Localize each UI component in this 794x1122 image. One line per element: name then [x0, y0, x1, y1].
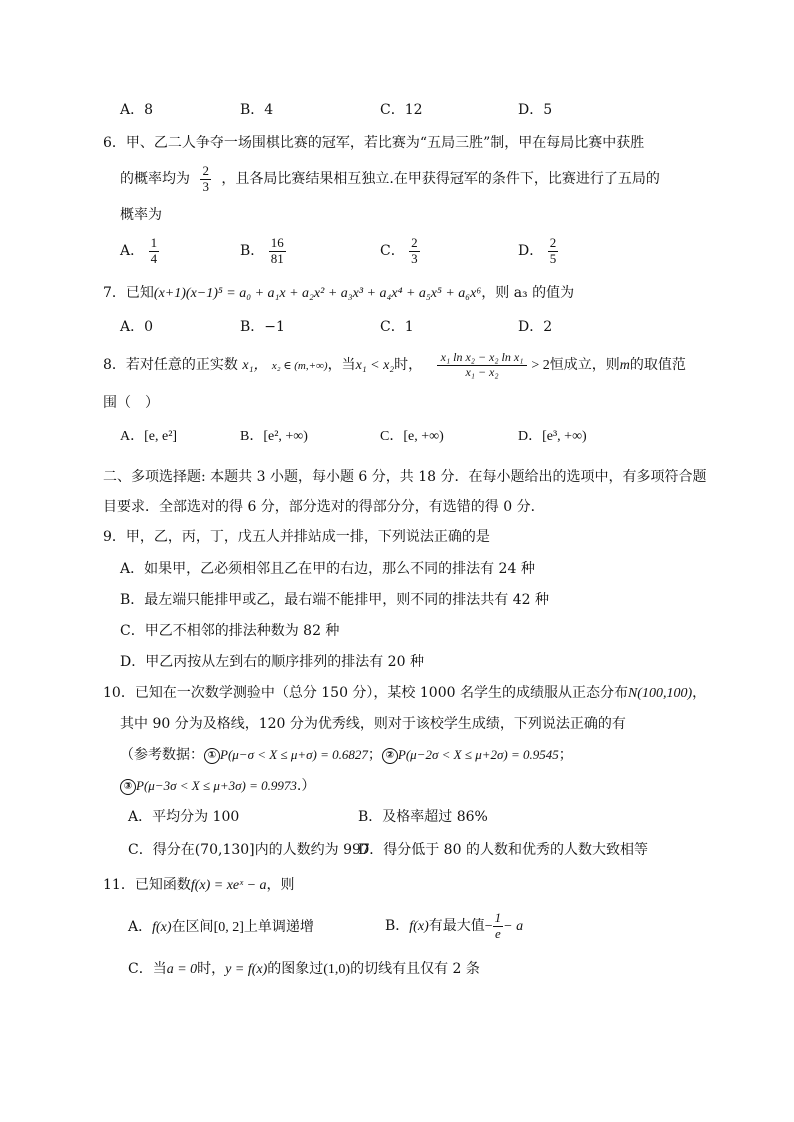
- fraction-numerator: x₁ ln x₂ − x₂ ln x₁: [437, 351, 528, 366]
- q7-formula: (x+1)(x−1)⁵ = a₀ + a₁x + a₂x² + a₃x³ + a₄x⁴ + a₅x⁵ + a₆x⁶: [153, 286, 482, 301]
- q6-option-a: [120, 234, 159, 268]
- fraction-numerator: 16: [270, 234, 284, 250]
- q8-condition: x₂ ∈ (m,+∞): [271, 360, 328, 372]
- q11-function: f(x): [152, 920, 172, 935]
- q7-stem: [103, 286, 574, 301]
- fraction-numerator: 1: [150, 234, 158, 250]
- q6-text: 的概率均为: [120, 171, 190, 187]
- q9-option-b: B．最左端只能排甲或乙，最右端不能排甲，则不同的排法共有 42 种: [120, 592, 550, 608]
- q10-option-c: C．得分在(70,130]内的人数约为 997: [128, 842, 370, 858]
- q9-stem: 9．甲，乙，丙，丁，戊五人并排站成一排，下列说法正确的是: [103, 529, 490, 545]
- q11-minus: −: [484, 919, 493, 934]
- option-fraction: [149, 236, 160, 267]
- q11-text: 的切线有且仅有 2 条: [350, 961, 480, 977]
- q11-condition: a = 0: [166, 962, 198, 977]
- q8-fraction: [437, 351, 528, 380]
- q6-stem-line2: [120, 160, 660, 198]
- q7-text: ，则 a₃ 的值为: [481, 285, 575, 301]
- q7-option-c: C．1: [380, 319, 414, 335]
- q6-stem-line1: 6．甲、乙二人争夺一场围棋比赛的冠军，若比赛为“五局三胜”制，甲在每局比赛中获胜: [103, 135, 645, 151]
- fraction-denominator: 3: [411, 250, 418, 266]
- q11-interval: [0, 2]: [213, 920, 244, 935]
- q9-option-d: D．甲乙丙按从左到右的顺序排列的排法有 20 种: [120, 654, 424, 670]
- q11-fraction: [493, 911, 504, 942]
- q8-condition: x₁ < x₂: [355, 358, 395, 373]
- fraction-numerator: 2: [411, 234, 418, 250]
- q8-text: 的取值范: [629, 357, 686, 373]
- q10-reference-line2: [120, 779, 315, 795]
- q5-option-b: B．4: [240, 102, 274, 118]
- q11-text: 上单调递增: [243, 919, 314, 935]
- q5-option-a: A．8: [120, 102, 154, 118]
- circled-number: ③: [120, 779, 136, 795]
- q10-distribution: N(100,100): [627, 686, 693, 701]
- q8-text: ，当: [327, 357, 356, 373]
- q7-option-a: A．0: [120, 319, 154, 335]
- q9-option-c: C．甲乙不相邻的排法种数为 82 种: [120, 623, 340, 639]
- q8-variable: m: [619, 358, 630, 373]
- q7-text: 7．已知: [103, 285, 154, 301]
- q6-prob-fraction: [200, 164, 211, 195]
- option-fraction: [409, 236, 420, 267]
- circled-number: ①: [204, 748, 220, 764]
- q8-variable: x₁，: [242, 358, 268, 373]
- option-label: A．: [120, 243, 145, 259]
- q11-option-b: [385, 906, 523, 947]
- q6-text: ，且各局比赛结果相互独立.在甲获得冠军的条件下，比赛进行了五局的: [221, 171, 660, 187]
- q8-option-b: B．[e², +∞): [240, 429, 308, 444]
- q5-option-d: D．5: [518, 102, 553, 118]
- q10-option-d: D．得分低于 80 的人数和优秀的人数大致相等: [358, 842, 648, 858]
- option-label: D．: [518, 243, 544, 259]
- q10-text: ；: [558, 747, 573, 763]
- q9-option-a: A．如果甲，乙必须相邻且乙在甲的右边，那么不同的排法有 24 种: [120, 561, 535, 577]
- option-fraction: [548, 236, 559, 267]
- q6-option-c: [380, 234, 420, 268]
- q8-stem-line1: [103, 345, 686, 386]
- fraction-numerator: 1: [494, 909, 502, 925]
- q10-reference-formula: P(μ−2σ < X ≤ μ+2σ) = 0.9545: [397, 747, 559, 762]
- q10-reference-line1: [120, 748, 573, 764]
- q10-text: （参考数据：: [120, 747, 204, 763]
- q10-reference-formula: P(μ−3σ < X ≤ μ+3σ) = 0.9973: [136, 778, 297, 793]
- q11-term: − a: [503, 919, 524, 934]
- q11-text: ，则: [266, 877, 295, 893]
- q8-text: 时，: [394, 357, 423, 373]
- q11-function: f(x) = xeˣ − a: [190, 878, 267, 893]
- q10-option-b: B．及格率超过 86%: [358, 809, 488, 825]
- q11-text: 11．已知函数: [103, 877, 191, 893]
- section-2-heading-line2: 目要求．全部选对的得 6 分，部分选对的得部分分，有选错的得 0 分．: [103, 499, 545, 515]
- option-label: A．: [128, 919, 153, 935]
- q10-reference-formula: P(μ−σ < X ≤ μ+σ) = 0.6827: [220, 747, 368, 762]
- fraction-denominator: 5: [549, 250, 557, 266]
- circled-number: ②: [382, 748, 398, 764]
- q11-option-c: [128, 962, 480, 977]
- q10-option-a: A．平均分为 100: [128, 809, 240, 825]
- q8-inequality: > 2: [531, 358, 550, 373]
- option-label: B．: [240, 243, 265, 259]
- option-label: C．当: [128, 961, 167, 977]
- fraction-numerator: 2: [549, 234, 557, 250]
- q7-option-b: B．−1: [240, 319, 285, 335]
- q8-text: 恒成立，则: [549, 357, 620, 373]
- q10-stem-line1: [103, 686, 706, 701]
- q11-point: (1,0): [323, 962, 351, 977]
- q8-stem-line2: 围（ ）: [103, 395, 159, 411]
- fraction-denominator: e: [495, 925, 501, 941]
- q10-text: .）: [296, 778, 316, 794]
- q11-text: 的图象过: [267, 961, 324, 977]
- q8-option-d: D．[e³, +∞): [518, 429, 587, 444]
- q5-option-c: C．12: [380, 102, 423, 118]
- fraction-denominator: 81: [270, 250, 284, 266]
- q11-option-a: [128, 920, 314, 935]
- q11-text: 时，: [197, 961, 226, 977]
- fraction-denominator: x₁ − x₂: [465, 364, 499, 379]
- q6-option-d: [518, 234, 558, 268]
- q6-stem-line3: 概率为: [120, 207, 162, 223]
- q10-text: ，: [692, 685, 707, 701]
- q10-stem-line2: 其中 90 分为及格线，120 分为优秀线，则对于该校学生成绩，下列说法正确的有: [120, 716, 626, 732]
- q11-function: y = f(x): [225, 962, 268, 977]
- option-fraction: [269, 236, 286, 267]
- q11-function: f(x): [409, 919, 429, 934]
- q11-text: 有最大值: [428, 918, 485, 934]
- q8-option-c: C．[e, +∞): [380, 429, 444, 444]
- q11-stem: [103, 878, 295, 893]
- fraction-denominator: 4: [150, 250, 158, 266]
- q10-text: ；: [367, 747, 382, 763]
- option-label: C．: [380, 243, 405, 259]
- section-2-heading-line1: 二、多项选择题: 本题共 3 小题，每小题 6 分，共 18 分．在每小题给出的选项中，有多项符合题: [103, 469, 707, 485]
- q8-text: 8．若对任意的正实数: [103, 357, 238, 373]
- fraction-numerator: 2: [202, 162, 209, 178]
- option-label: B．: [385, 918, 410, 934]
- q7-option-d: D．2: [518, 319, 553, 335]
- q6-option-b: [240, 234, 286, 268]
- q10-text: 10．已知在一次数学测验中（总分 150 分），某校 1000 名学生的成绩服从正态分布: [103, 685, 628, 701]
- fraction-denominator: 3: [202, 178, 209, 194]
- q8-option-a: A．[e, e²]: [120, 429, 178, 444]
- q11-text: 在区间: [171, 919, 214, 935]
- q6-options: [120, 234, 680, 270]
